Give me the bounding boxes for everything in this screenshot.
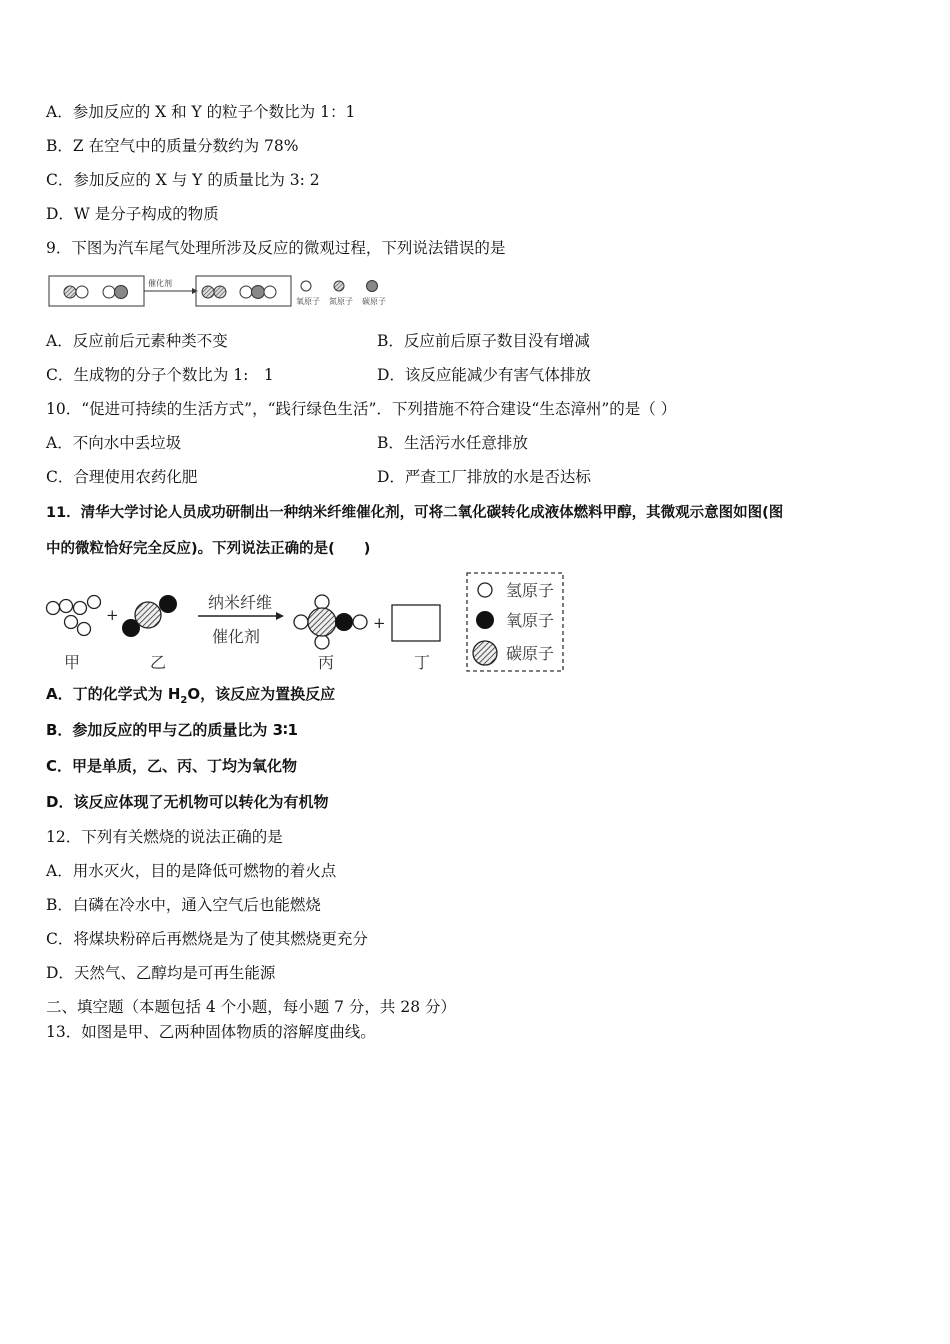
q9-legend-label-1: 氧原子 [296,297,320,306]
q12-option-d: D．天然气、乙醇均是可再生能源 [46,964,276,982]
q10-stem: 10．“促进可持续的生活方式”，“践行绿色生活”．下列措施不符合建设“生态漳州”的是（ ） [46,400,677,418]
q12-option-b: B．白磷在冷水中，通入空气后也能燃烧 [46,896,321,914]
q8-option-d: D．W 是分子构成的物质 [46,205,219,223]
q11-label-yi: 乙 [150,653,167,672]
q10-option-b: B．生活污水任意排放 [377,434,528,452]
q10-option-d: D．严查工厂排放的水是否达标 [377,468,591,486]
q9-catalyst-label: 催化剂 [148,279,172,288]
q11-label-ding: 丁 [414,653,431,672]
q13-stem: 13．如图是甲、乙两种固体物质的溶解度曲线。 [46,1023,376,1041]
q9-option-a: A．反应前后元素种类不变 [46,332,228,350]
q11-legend-oxygen-icon [476,611,494,629]
q9-legend-label-2: 氮原子 [329,297,353,306]
q9-options-row-1 [46,331,906,351]
q9-reaction-figure [46,270,406,310]
q9-legend-nitrogen-icon [334,281,344,291]
q12-option-c: C．将煤块粉碎后再燃烧是为了使其燃烧更充分 [46,930,368,948]
q11-legend-label-3: 碳原子 [506,644,555,663]
q11-arrow-label-bottom: 催化剂 [212,627,261,646]
q11-option-d: D．该反应体现了无机物可以转化为有机物 [46,793,329,811]
q11-label-jia: 甲 [64,653,81,672]
q9-options-row-2 [46,365,906,385]
q10-option-a: A．不向水中丢垃圾 [46,434,182,452]
q9-legend-label-3: 碳原子 [362,297,386,306]
q10-options-row-1 [46,433,906,453]
q9-option-b: B．反应前后原子数目没有增减 [377,332,590,350]
q11-option-a: A．丁的化学式为 $H_2O$，该反应为置换反应 [46,685,336,706]
q11-product-bing [294,595,367,649]
q9-reactant-box [49,276,144,306]
q11-legend-hydrogen-icon [478,583,492,597]
q11-product-ding-box [392,605,440,641]
q9-legend-oxygen-icon [301,281,311,291]
q8-option-a: A．参加反应的 X 和 Y 的粒子个数比为 1：1 [46,103,356,121]
q8-option-c: C．参加反应的 X 与 Y 的质量比为 3: 2 [46,171,320,189]
q11-option-c: C．甲是单质，乙、丙、丁均为氧化物 [46,757,298,775]
q12-option-a: A．用水灭火，目的是降低可燃物的着火点 [46,862,337,880]
q10-option-c: C．合理使用农药化肥 [46,468,198,486]
q11-reactant-yi [122,595,177,637]
q11-arrow-label-top: 纳米纤维 [208,593,273,612]
q12-stem: 12．下列有关燃烧的说法正确的是 [46,828,283,846]
q11-reaction-figure [40,570,570,676]
section-2-heading: 二、填空题（本题包括 4 个小题，每小题 7 分，共 28 分） [46,998,457,1016]
q9-option-d: D．该反应能减少有害气体排放 [377,366,591,384]
q10-options-row-2 [46,467,906,487]
q9-legend-carbon-icon [367,281,378,292]
q11-stem-line-2: 中的微粒恰好完全反应)。下列说法正确的是( ) [46,541,371,557]
q8-option-b: B．Z 在空气中的质量分数约为 78% [46,137,299,155]
q11-plus-1: + [106,606,119,624]
q11-legend-label-1: 氢原子 [506,581,555,600]
q11-reactant-jia [47,596,101,636]
q11-legend-label-2: 氧原子 [506,611,555,630]
q9-stem: 9．下图为汽车尾气处理所涉及反应的微观过程，下列说法错误的是 [46,239,506,257]
q9-option-c: C．生成物的分子个数比为 1: 1 [46,366,274,384]
q11-label-bing: 丙 [318,653,335,672]
q11-stem-line-1: 11．清华大学讨论人员成功研制出一种纳米纤维催化剂，可将二氧化碳转化成液体燃料甲醇，其微观示意图如图(图 [46,505,784,521]
q11-option-b: B．参加反应的甲与乙的质量比为 3∶1 [46,721,298,739]
q11-legend-carbon-icon [473,641,497,665]
q11-plus-2: + [373,614,386,632]
